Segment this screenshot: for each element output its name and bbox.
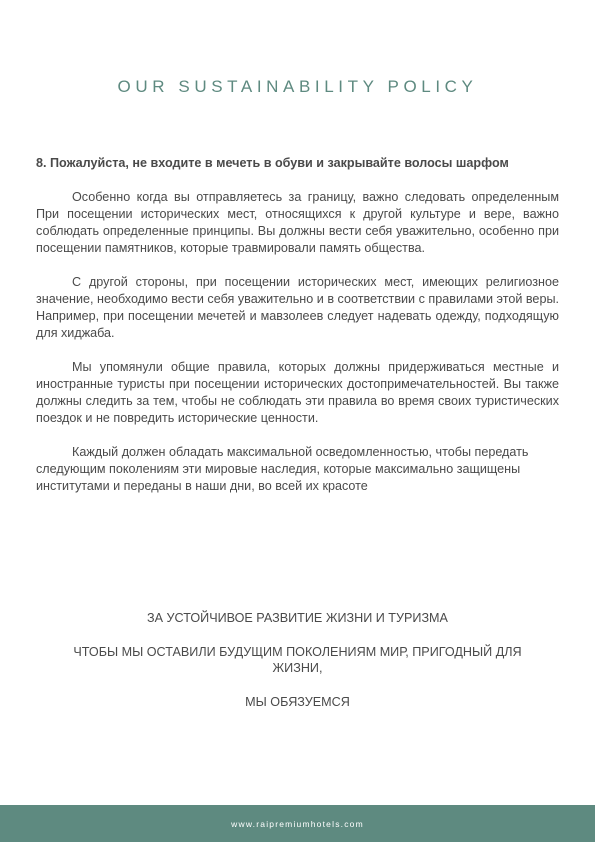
paragraph-4: Каждый должен обладать максимальной осведомленностью, чтобы передать следующим поколениям эти мировые наследия, которые максимально защищены институтами и переданы в наши дни, во всей их красоте bbox=[36, 445, 529, 493]
policy-section bbox=[36, 155, 559, 512]
pledge-line-1: ЗА УСТОЙЧИВОЕ РАЗВИТИЕ ЖИЗНИ И ТУРИЗМА bbox=[147, 611, 448, 625]
paragraph-3: Мы упомянули общие правила, которых должны придерживаться местные и иностранные туристы при посещении исторических достопримечательностей. Вы также должны следить за тем, чтобы не соблюдать эти правила во время своих туристических поездок и не повредить исторические ценности. bbox=[36, 360, 559, 425]
section-heading: 8. Пожалуйста, не входите в мечеть в обуви и закрывайте волосы шарфом bbox=[36, 156, 509, 170]
paragraph-2: С другой стороны, при посещении исторических мест, имеющих религиозное значение, необходимо вести себя уважительно и в соответствии с правилами этой веры. Например, при посещении мечетей и мавзолеев следует надевать одежду, подходящую для хиджаба. bbox=[36, 275, 559, 340]
page-title: OUR SUSTAINABILITY POLICY bbox=[117, 77, 478, 96]
pledge-line-3: МЫ ОБЯЗУЕМСЯ bbox=[245, 695, 350, 709]
paragraph-1: Особенно когда вы отправляетесь за границу, важно следовать определенным При посещении исторических мест, относящихся к другой культуре и вере, важно соблюдать определенные принципы. Вы должны вести себя уважительно, особенно при посещении памятников, которые травмировали память общества. bbox=[36, 190, 559, 255]
footer-bar bbox=[0, 805, 595, 842]
pledge-line-2: ЧТОБЫ МЫ ОСТАВИЛИ БУДУЩИМ ПОКОЛЕНИЯМ МИР, ПРИГОДНЫЙ ДЛЯ ЖИЗНИ, bbox=[73, 645, 522, 675]
footer-website-link[interactable]: www.raipremiumhotels.com bbox=[231, 819, 364, 829]
